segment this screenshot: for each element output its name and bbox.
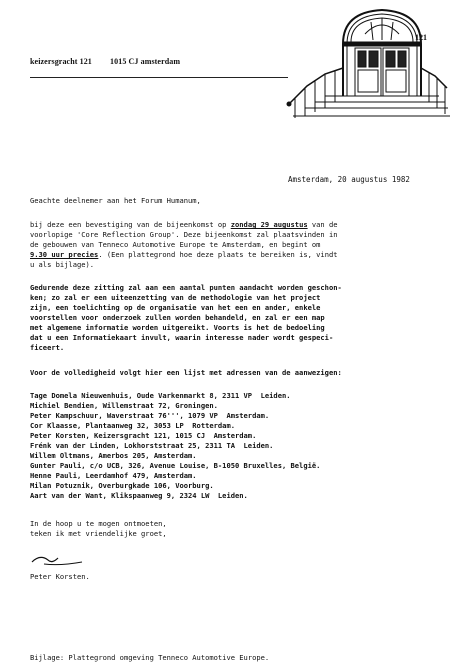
para2-line: met algemene informatie worden uitgereikt. Voorts is het de bedoeling bbox=[30, 323, 325, 332]
meeting-time: 9.30 uur precies bbox=[30, 250, 99, 259]
attendee-entry: Willem Oltmans, Amerbos 205, Amsterdam. bbox=[30, 451, 197, 460]
attendee-entry: Frénk van der Linden, Lokhorststraat 25, 2311 TA Leiden. bbox=[30, 441, 274, 450]
enclosure-note: Bijlage: Plattegrond omgeving Tenneco Automotive Europe. bbox=[30, 653, 270, 662]
attendee-entry: Milan Potuznik, Overburgkade 106, Voorburg. bbox=[30, 481, 214, 490]
attendee-entry: Henne Pauli, Leerdamhof 479, Amsterdam. bbox=[30, 471, 197, 480]
para2-line: Gedurende deze zitting zal aan een aantal punten aandacht worden geschon- bbox=[30, 283, 342, 292]
para1-text: van de bbox=[307, 220, 338, 229]
attendee-entry: Gunter Pauli, c/o UCB, 326, Avenue Louise, B-1050 Bruxelles, België. bbox=[30, 461, 321, 470]
para1-text: bij deze een bevestiging van de bijeenkomst op bbox=[30, 220, 231, 229]
para1-text: de gebouwen van Tenneco Automotive Europe te Amsterdam, en begint om bbox=[30, 240, 321, 249]
attendee-entry: Aart van der Want, Klikspaanweg 9, 2324 LW Leiden. bbox=[30, 491, 248, 500]
handwritten-signature bbox=[30, 548, 90, 570]
letter-date: Amsterdam, 20 augustus 1982 bbox=[288, 175, 410, 184]
house-number: 121 bbox=[415, 33, 427, 42]
attendee-entry: Michiel Bendien, Willemstraat 72, Groningen. bbox=[30, 401, 218, 410]
para2-line: voorstellen voor onderzoek zullen worden behandeld, en zal er een map bbox=[30, 313, 325, 322]
para1-text: voorlopige 'Core Reflection Group'. Deze bijeenkomst zal plaatsvinden in bbox=[30, 230, 338, 239]
para2-line: zijn, een toelichting op de organisatie van het een en ander, enkele bbox=[30, 303, 321, 312]
paragraph-meeting-confirmation bbox=[30, 220, 338, 270]
letterhead-postcode-city: 1015 CJ amsterdam bbox=[110, 57, 181, 66]
para2-line: ken; zo zal er een uiteenzetting van de methodologie van het project bbox=[30, 293, 321, 302]
letterhead-street: keizersgracht 121 bbox=[30, 57, 92, 66]
para1-text: . (Een plattegrond hoe deze plaats te bereiken is, vindt bbox=[98, 250, 338, 259]
meeting-date: zondag 29 augustus bbox=[230, 220, 308, 229]
para2-line: ficeert. bbox=[30, 343, 65, 352]
salutation: Geachte deelnemer aan het Forum Humanum, bbox=[30, 196, 201, 205]
attendee-entry: Cor Klaasse, Plantaanweg 32, 3053 LP Rotterdam. bbox=[30, 421, 235, 430]
closing-line: teken ik met vriendelijke groet, bbox=[30, 529, 167, 538]
closing bbox=[30, 519, 167, 539]
para1-text: u als bijlage). bbox=[30, 260, 95, 269]
attendee-entry: Tage Domela Nieuwenhuis, Oude Varkenmarkt 8, 2311 VP Leiden. bbox=[30, 391, 291, 400]
attendee-entry: Peter Kampschuur, Waverstraat 76''', 1079 VP Amsterdam. bbox=[30, 411, 270, 420]
paragraph-agenda bbox=[30, 283, 342, 353]
attendee-list bbox=[30, 391, 320, 501]
closing-line: In de hoop u te mogen ontmoeten, bbox=[30, 519, 167, 528]
house-door-illustration bbox=[285, 4, 450, 124]
letterhead-address bbox=[30, 57, 196, 66]
attendee-entry: Peter Korsten, Keizersgracht 121, 1015 CJ Amsterdam. bbox=[30, 431, 257, 440]
attendee-list-intro: Voor de volledigheid volgt hier een lijst met adressen van de aanwezigen: bbox=[30, 368, 342, 377]
para2-line: dat u een Informatiekaart invult, waarin interesse nader wordt gespeci- bbox=[30, 333, 334, 342]
letterhead-rule bbox=[30, 77, 288, 78]
signer-name: Peter Korsten. bbox=[30, 572, 90, 581]
